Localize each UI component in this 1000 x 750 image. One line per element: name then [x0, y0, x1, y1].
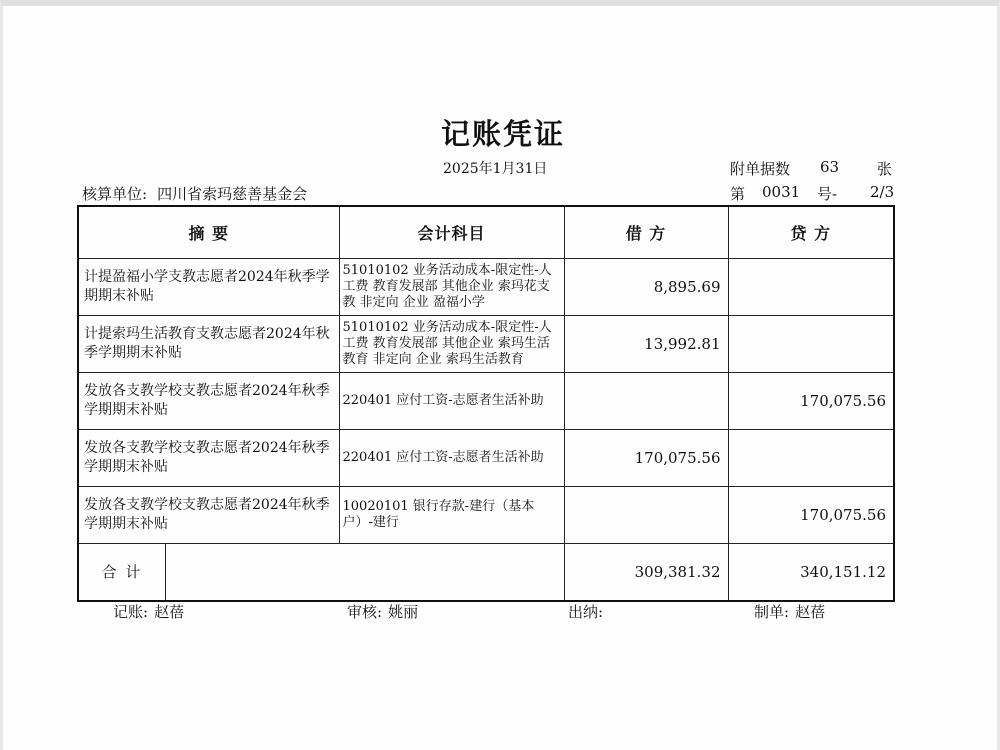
col-summary-header: 摘 要	[78, 206, 339, 259]
row-credit	[728, 430, 894, 487]
cashier-label: 出纳:	[568, 603, 604, 621]
row-summary: 发放各支教学校支教志愿者2024年秋季学期期末补贴	[78, 373, 339, 430]
row-account: 220401 应付工资-志愿者生活补助	[339, 430, 564, 487]
col-debit-header: 借 方	[564, 206, 728, 259]
total-debit: 309,381.32	[564, 544, 728, 602]
row-debit	[564, 373, 728, 430]
cashier-signature	[568, 601, 609, 622]
voucher-date: 2025年1月31日	[443, 161, 548, 177]
col-credit-header: 贷 方	[728, 206, 894, 259]
voucher-table	[77, 205, 895, 602]
row-debit	[564, 487, 728, 544]
table-row	[78, 373, 894, 430]
attachments-count: 63	[820, 158, 840, 176]
preparer-label: 制单:	[754, 603, 790, 621]
reviewer-signature	[347, 601, 418, 622]
row-credit	[728, 259, 894, 316]
row-summary: 发放各支教学校支教志愿者2024年秋季学期期末补贴	[78, 430, 339, 487]
total-row	[78, 544, 894, 602]
attachments-unit: 张	[877, 160, 893, 178]
row-debit: 13,992.81	[564, 316, 728, 373]
preparer-name: 赵蓓	[795, 603, 826, 621]
row-summary: 计提盈福小学支教志愿者2024年秋季学期期末补贴	[78, 259, 339, 316]
col-account-header: 会计科目	[339, 206, 564, 259]
bookkeeper-signature	[113, 601, 184, 622]
voucher-page-number: 2/3	[870, 183, 895, 201]
table-row	[78, 316, 894, 373]
total-credit: 340,151.12	[728, 544, 894, 602]
voucher-suffix: 号-	[817, 185, 838, 203]
reviewer-label: 审核:	[347, 603, 383, 621]
attachments-info	[730, 158, 893, 179]
preparer-signature	[754, 601, 825, 622]
org-name: 四川省索玛慈善基金会	[157, 185, 308, 203]
org-info	[82, 183, 307, 204]
table-row	[78, 430, 894, 487]
bookkeeper-label: 记账:	[113, 603, 149, 621]
row-debit: 8,895.69	[564, 259, 728, 316]
voucher-number	[730, 183, 895, 204]
table-row	[78, 259, 894, 316]
table-row	[78, 487, 894, 544]
row-credit	[728, 316, 894, 373]
row-credit: 170,075.56	[728, 373, 894, 430]
voucher-title: 记账凭证	[440, 117, 565, 151]
attachments-label: 附单据数	[730, 160, 791, 178]
row-summary: 发放各支教学校支教志愿者2024年秋季学期期末补贴	[78, 487, 339, 544]
total-label-cell	[78, 544, 564, 602]
voucher-prefix: 第	[730, 185, 746, 203]
row-summary: 计提索玛生活教育支教志愿者2024年秋季学期期末补贴	[78, 316, 339, 373]
row-account: 10020101 银行存款-建行（基本户）-建行	[339, 487, 564, 544]
reviewer-name: 姚丽	[388, 603, 419, 621]
row-credit: 170,075.56	[728, 487, 894, 544]
org-label: 核算单位:	[82, 185, 148, 203]
row-account: 51010102 业务活动成本-限定性-人工费 教育发展部 其他企业 索玛生活教育 非定向 企业 索玛生活教育	[339, 316, 564, 373]
bookkeeper-name: 赵蓓	[154, 603, 185, 621]
total-label: 合 计	[79, 544, 166, 600]
row-debit: 170,075.56	[564, 430, 728, 487]
row-account: 51010102 业务活动成本-限定性-人工费 教育发展部 其他企业 索玛花支教 非定向 企业 盈福小学	[339, 259, 564, 316]
table-header-row	[78, 206, 894, 259]
voucher-no: 0031	[762, 183, 801, 201]
row-account: 220401 应付工资-志愿者生活补助	[339, 373, 564, 430]
